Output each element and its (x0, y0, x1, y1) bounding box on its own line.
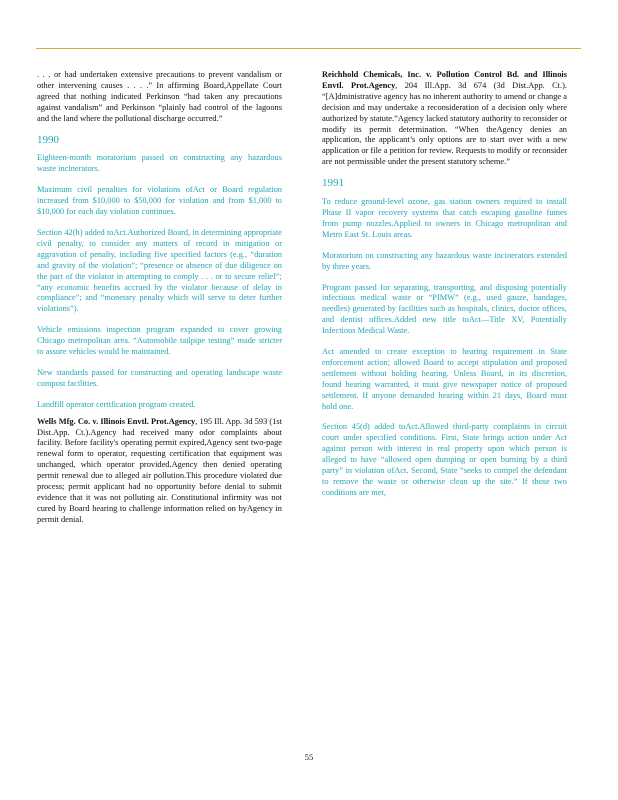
item-1990-6: Landfill operator certification program created. (37, 399, 196, 409)
intro-paragraph: . . . or had undertaken extensive precautions to prevent vandalism or other intervening causes . . . .” In affirming Board,Appellate Court agreed that nothing indicated Perkinson “had taken any precautions against vandalism” and Perkinson “plainly had control of the lagoons and the land where the pollutional discharge occurred.” (37, 70, 282, 123)
item-1990-5: New standards passed for constructing and operating landscape waste compost facilities. (37, 367, 282, 388)
case-reichhold-body: , 204 Ill.App. 3d 674 (3d Dist.App. Ct.). “[A]dministrative agency has no inherent authority to amend or change a decision and may undertake a reconsideration of a decision only where authorized by statute.”Agency lacked statutory authority to reconsider or modify its permit determination. “When theAgency denies an application, the applicant’s only options are to start over with a new application or file a petition for review. Requests to modify or reconsider are not permissible under the present statutory scheme.” (322, 80, 567, 167)
header-rule (36, 48, 581, 49)
case-wells-body: , 195 Ill. App. 3d 593 (1st Dist.App. Ct.).Agency had received many odor complaints about facility. Before facility's operating permit expired,Agency sent two-page renewal form to operator, requesting certification that equipment was unchanged, which operator provided.Agency then denied operating permit renewal due to alleged air pollution.This procedure violated due process; permit applicant had no opportunity before denial to submit evidence that it was not polluting air. Constitutional infirmity was not cured by Board hearing to challenge information relied on byAgency in permit denial. (37, 416, 282, 524)
item-1990-1: Eighteen-month moratorium passed on constructing any hazardous waste incinerators. (37, 153, 282, 174)
item-1990-2: Maximum civil penalties for violations ofAct or Board regulation increased from $10,000 to $50,000 for violation and from $1,000 to $10,000 for each day violation continues. (37, 185, 282, 217)
year-heading-1991: 1991 (322, 177, 344, 190)
left-column (37, 70, 282, 536)
case-wells-name: Wells Mfg. Co. v. Illinois Envtl. Prot.Agency (37, 416, 196, 426)
case-reichhold-name: Reichhold Chemicals, Inc. v. Pollution Control Bd. and Illinois Envtl. Prot.Agency (322, 70, 567, 90)
item-1991-5: Section 45(d) added toAct.Allowed third-party complaints in circuit court under specified conditions. First, State brings action under Act against person with interest in real property upon which person is alleged to have “allowed open dumping or open burning by a third party” in violation ofAct. Second, State “seeks to compel the defendant to remove the waste or otherwise clean up the site.” If those two conditions are met, (322, 422, 567, 497)
right-column (322, 70, 567, 509)
case-wells (37, 417, 282, 526)
item-1991-1: To reduce ground-level ozone, gas station owners required to install Phase II vapor recovery systems that catch escaping gasoline fumes from pump nozzles.Applied to owners in Chicago metropolitan and Metro East St. Louis areas. (322, 197, 567, 239)
item-1991-2: Moratorium on constructing any hazardous waste incinerators extended by three years. (322, 250, 567, 271)
item-1990-4: Vehicle emissions inspection program expanded to cover growing Chicago metropolitan area. “Automobile tailpipe testing” made stricter to assure vehicles would be maintained. (37, 325, 282, 357)
item-1991-4: Act amended to create exception to hearing requirement in State enforcement action; allowed Board to accept stipulation and proposed settlement without holding hearing. Unless Board, in its discretion, found hearing warranted, it must give newspaper notice of proposed settlement. If anyone demanded hearing within 21 days, Board must hold one. (322, 347, 567, 411)
item-1990-3: Section 42(h) added toAct.Authorized Board, in determining appropriate civil penalty, to consider any matters of record in mitigation or aggravation of penalty, including five specified factors (e.g., “duration and gravity of the violation”; “presence or absence of due diligence on the part of the violator in attempting to comply . . . or to secure relief”; “any economic benefits accrued by the violator because of delay in compliance”; and “monetary penalty which will serve to deter further violations”). (37, 227, 282, 314)
item-1991-3: Program passed for separating, transporting, and disposing potentially infectious medical waste or “PIMW” (e.g., used gauze, bandages, needles) generated by facilities such as hospitals, clinics, doctor offices, and dentist offices.Added new title toAct—Title XV, Potentially Infectious Medical Waste. (322, 282, 567, 336)
case-reichhold (322, 70, 567, 168)
page-number: 55 (304, 752, 314, 762)
year-heading-1990: 1990 (37, 133, 59, 146)
